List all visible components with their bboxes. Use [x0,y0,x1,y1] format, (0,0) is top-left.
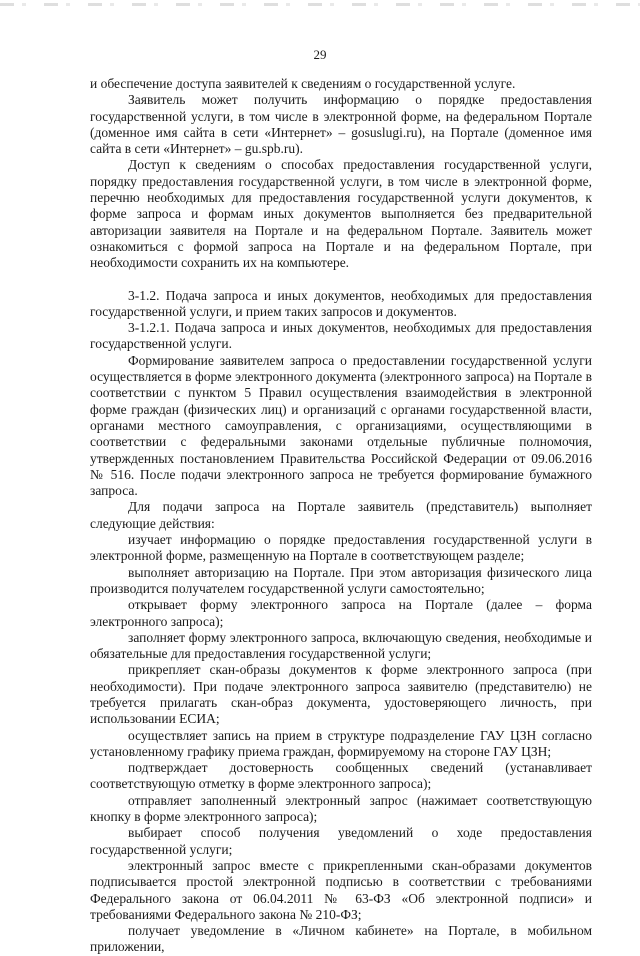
list-item: прикрепляет скан-образы документов к форме электронного запроса (при необходимости). При подаче электронного запроса заявителю (представителю) не требуется прилагать скан-образ документа, удостоверяющего личность, при использовании ЕСИА; [90,662,592,727]
list-item: выполняет авторизацию на Портале. При этом авторизация физического лица производится получателем государственной услуги самостоятельно; [90,564,592,596]
section-heading: 3-1.2. Подача запроса и иных документов, необходимых для предоставления государственной услуги, и прием таких запросов и документов. [90,287,592,319]
list-item: заполняет форму электронного запроса, включающую сведения, необходимые и обязательные для предоставления государственной услуги; [90,629,592,662]
scan-header-artifact [0,3,640,6]
paragraph: Для подачи запроса на Портале заявитель (представитель) выполняет следующие действия: [90,499,592,531]
list-item: отправляет заполненный электронный запрос (нажимает соответствующую кнопку в форме электронного запроса); [90,792,592,825]
paragraph: и обеспечение доступа заявителей к сведениям о государственной услуге. [90,76,516,91]
list-item: выбирает способ получения уведомлений о ходе предоставления государственной услуги; [90,825,592,857]
document-body [90,76,592,956]
list-item: получает уведомление в «Личном кабинете» на Портале, в мобильном приложении, [90,923,592,955]
list-item: подтверждает достоверность сообщенных сведений (устанавливает соответствующую отметку в форме электронного запроса); [90,760,592,792]
section-gap [90,272,592,288]
list-item: изучает информацию о порядке предоставления государственной услуги в электронной форме, размещенную на Портале в соответствующем разделе; [90,532,592,564]
paragraph: Формирование заявителем запроса о предоставлении государственной услуги осуществляется в форме электронного документа (электронного запроса) на Портале в соответствии с пунктом 5 Правил осуществления взаимодействия в электронной форме граждан (физических лиц) и организаций с органами государственной власти, органами местного самоуправления, с организациями, осуществляющими в соответствии с федеральными законами отдельные публичные полномочия, утвержденных постановлением Правительства Российской Федерации от 09.06.2016 № 516. После подачи электронного запроса не требуется формирование бумажного запроса. [90,352,592,499]
paragraph: Заявитель может получить информацию о порядке предоставления государственной услуги, в том числе в электронной форме, на федеральном Портале (доменное имя сайта в сети «Интернет» – gosuslugi.ru), на Портале (доменное имя сайта в сети «Интернет» – gu.spb.ru). [90,92,592,157]
list-item: электронный запрос вместе с прикрепленными скан-образами документов подписывается простой электронной подписью в соответствии с требованиями Федерального закона от 06.04.2011 № 63-ФЗ «Об электронной подписи» и требованиями Федерального закона № 210-ФЗ; [90,857,592,922]
paragraph: Доступ к сведениям о способах предоставления государственной услуги, порядку предоставления государственной услуги, в том числе в электронной форме, перечню необходимых для предоставления государственной услуги документов, к форме запроса и формам иных документов выполняется без предварительной авторизации заявителя на Портале и на федеральном Портале. Заявитель может ознакомиться с формой запроса на Портале и на федеральном Портале, при необходимости сохранить их на компьютере. [90,157,592,271]
list-item: открывает форму электронного запроса на Портале (далее – форма электронного запроса); [90,597,592,629]
list-item: осуществляет запись на прием в структуре подразделение ГАУ ЦЗН согласно установленному графику приема граждан, формируемому на стороне ГАУ ЦЗН; [90,727,592,759]
subsection-heading: 3-1.2.1. Подача запроса и иных документов, необходимых для предоставления государственной услуги. [90,320,592,352]
page-number: 29 [313,47,327,62]
